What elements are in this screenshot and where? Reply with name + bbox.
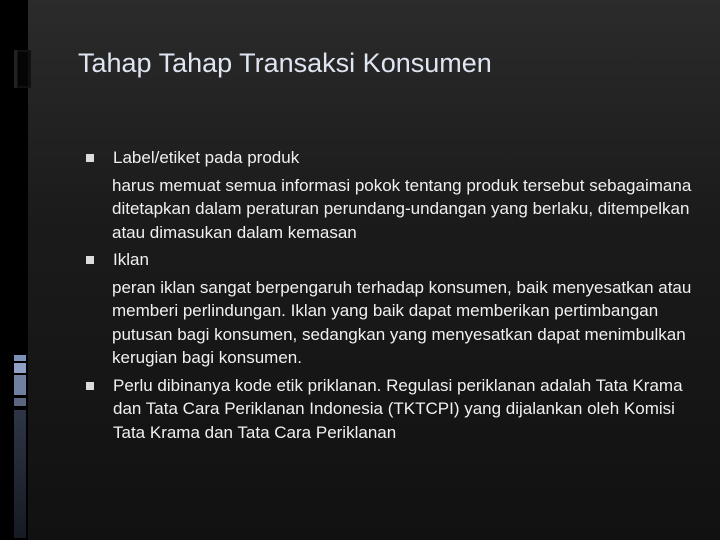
item-heading: Label/etiket pada produk — [113, 148, 300, 167]
list-item — [86, 146, 698, 244]
item-heading: Perlu dibinanya kode etik priklanan. Regulasi periklanan adalah Tata Krama dan Tata Cara Periklanan Indonesia (TKTCPI) yang dijalankan oleh Komisi Tata Krama dan Tata Cara Periklanan — [113, 375, 683, 442]
list-item — [86, 248, 698, 370]
square-bullet-icon — [86, 382, 94, 390]
square-bullet-icon — [86, 154, 94, 162]
bullet-list — [86, 146, 698, 444]
item-description: peran iklan sangat berpengaruh terhadap konsumen, baik menyesatkan atau memberi perlindungan. Iklan yang baik dapat memberikan pertimbangan putusan bagi konsumen, sedangkan yang menyesatkan dapat menimbulkan kerugian bagi konsumen. — [112, 277, 692, 367]
decorative-accent-4 — [14, 398, 26, 406]
list-item — [86, 374, 698, 445]
decorative-accent-5 — [14, 410, 26, 538]
decorative-accent-1 — [14, 355, 26, 361]
item-description: harus memuat semua informasi pokok tentang produk tersebut sebagaimana ditetapkan dalam peraturan perundang-undangan yang berlaku, ditempelkan atau dimasukan dalam kemasan — [112, 175, 692, 242]
slide-title: Tahap Tahap Transaksi Konsumen — [78, 48, 492, 78]
item-heading: Iklan — [113, 250, 149, 269]
decorative-accent-2 — [14, 363, 26, 373]
decorative-accent-3 — [14, 375, 26, 395]
square-bullet-icon — [86, 256, 94, 264]
decorative-bar-top-inner — [18, 52, 28, 86]
